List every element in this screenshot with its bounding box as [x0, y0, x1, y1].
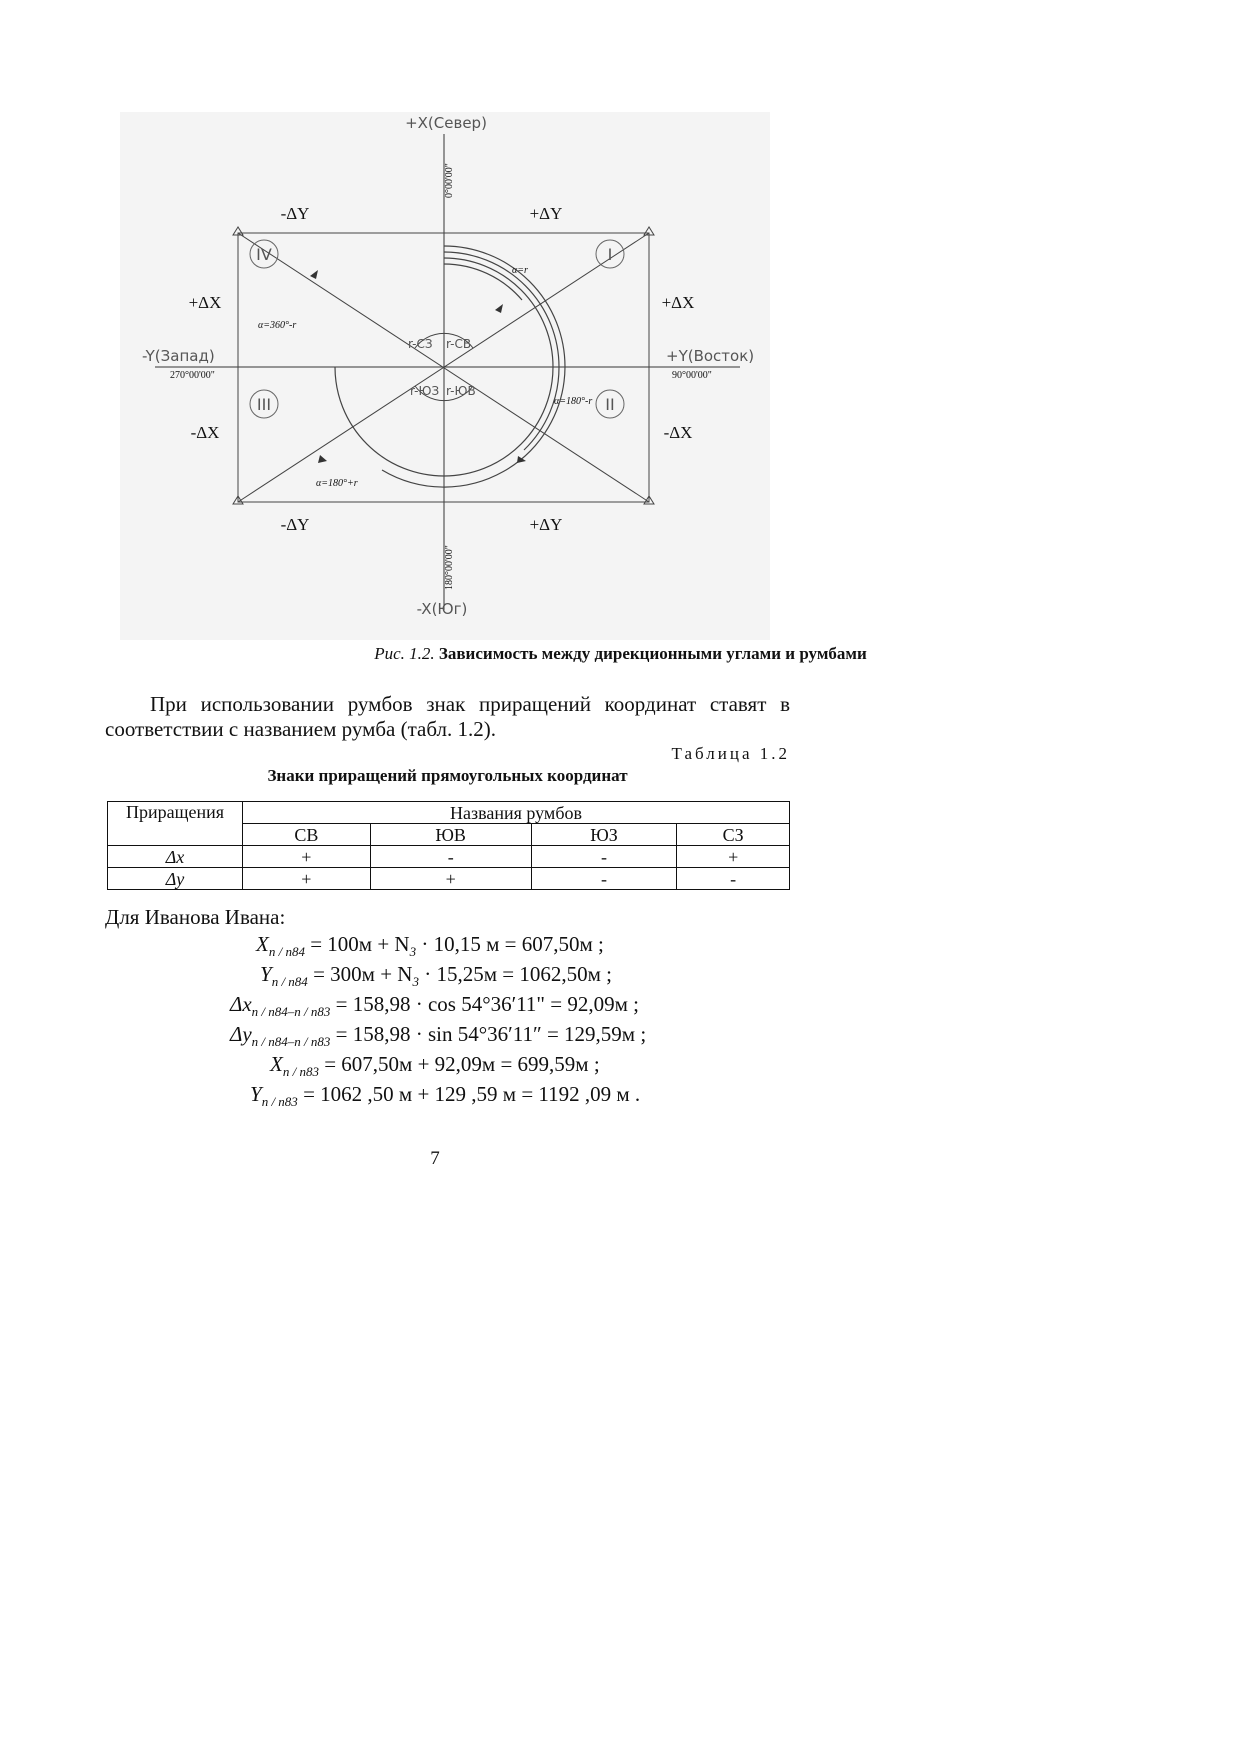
- quadrant-label-1: I: [607, 245, 613, 264]
- table-cell: +: [243, 868, 371, 890]
- row-label: Δy: [108, 868, 243, 890]
- table-title: Знаки приращений прямоугольных координат: [267, 766, 628, 785]
- formula-var: X: [256, 932, 269, 956]
- table-cell: +: [370, 868, 531, 890]
- figure-caption: [0, 644, 1241, 664]
- dy-top-left: -ΔY: [280, 204, 310, 223]
- formula-3: [230, 992, 639, 1020]
- formula-rest: · 15,25м = 1062,50м ;: [418, 962, 612, 986]
- formula-expr: = 1062 ,50 м + 129 ,59 м = 1192 ,09 м .: [303, 1082, 641, 1106]
- col-header: СВ: [243, 824, 371, 846]
- dx-upper-left: +ΔX: [188, 293, 222, 312]
- table-number: Таблица 1.2: [671, 744, 790, 763]
- formula-sub: п / п84: [268, 944, 305, 960]
- col-header: ЮЗ: [531, 824, 677, 846]
- formula-var: X: [270, 1052, 283, 1076]
- formula-sub: п / п84: [271, 974, 308, 990]
- axis-right-label: +Y(Восток): [666, 347, 755, 365]
- table-header-row: [108, 802, 790, 824]
- axis-left-label: -Y(Запад): [142, 347, 215, 365]
- formula-expr: = 300м + N: [313, 962, 413, 986]
- body-paragraph: При использовании румбов знак приращений координат ставят в соответствии с названием румба (табл. 1.2).: [105, 692, 790, 741]
- angle-left-label: 270°00'00": [170, 370, 215, 381]
- table-row: [108, 846, 790, 868]
- formula-sub: п / п84–п / п83: [251, 1004, 331, 1020]
- formula-5: [270, 1052, 600, 1080]
- dx-upper-right: +ΔX: [661, 293, 695, 312]
- formula-2: [260, 962, 612, 990]
- table-cell: -: [531, 868, 677, 890]
- formula-1: [256, 932, 604, 960]
- angle-bottom-label: 180°00'00": [444, 545, 455, 590]
- quadrant-label-3: III: [256, 395, 272, 414]
- formula-var: Y: [260, 962, 272, 986]
- rhumb-ne-label: r-СВ: [446, 337, 472, 351]
- table-cell: +: [677, 846, 790, 868]
- table-cell: -: [370, 846, 531, 868]
- student-heading: Для Иванова Ивана:: [105, 905, 286, 929]
- quadrant-label-2: II: [605, 395, 615, 414]
- formula-sub: п / п84–п / п83: [251, 1034, 331, 1050]
- formula-expr: = 158,98 · sin 54°36′11″ = 129,59м ;: [335, 1022, 647, 1046]
- dx-lower-right: -ΔX: [663, 423, 693, 442]
- alpha-q4-label: α=360°-r: [258, 320, 297, 331]
- table-cell: +: [243, 846, 371, 868]
- table-row: [108, 868, 790, 890]
- header-increments: Приращения: [108, 802, 243, 846]
- alpha-q2-label: α=180°-r: [554, 396, 593, 407]
- dy-bottom-left: -ΔY: [280, 515, 310, 534]
- formula-nsub: 3: [412, 974, 419, 990]
- formula-expr: = 607,50м + 92,09м = 699,59м ;: [324, 1052, 600, 1076]
- angle-right-label: 90°00'00": [672, 370, 712, 381]
- col-header: ЮВ: [370, 824, 531, 846]
- rhumb-diagram: [120, 112, 770, 640]
- rhumb-se-label: r-ЮВ: [446, 384, 476, 398]
- signs-table: [107, 801, 790, 890]
- row-label: Δx: [108, 846, 243, 868]
- formula-sub: п / п83: [282, 1064, 319, 1080]
- header-rhumb-names: Названия румбов: [243, 802, 790, 824]
- caption-title: Зависимость между дирекционными углами и румбами: [438, 644, 867, 663]
- rhumb-nw-label: r-СЗ: [408, 337, 433, 351]
- dx-lower-left: -ΔX: [190, 423, 220, 442]
- formula-6: [250, 1082, 640, 1110]
- alpha-q3-label: α=180°+r: [316, 478, 358, 489]
- formula-expr: = 100м + N: [310, 932, 410, 956]
- dy-top-right: +ΔY: [529, 204, 563, 223]
- formula-sub: п / п83: [261, 1094, 298, 1110]
- quadrant-label-4: IV: [256, 245, 272, 264]
- rhumb-sw-label: r-ЮЗ: [410, 384, 440, 398]
- formula-var: Δy: [230, 1022, 252, 1046]
- page-number: 7: [430, 1148, 440, 1169]
- table-cell: -: [531, 846, 677, 868]
- formula-4: [230, 1022, 646, 1050]
- table-cell: -: [677, 868, 790, 890]
- alpha-q1-label: α=r: [512, 265, 528, 276]
- dy-bottom-right: +ΔY: [529, 515, 563, 534]
- axis-bottom-label: -X(Юг): [416, 600, 468, 618]
- formula-var: Y: [250, 1082, 262, 1106]
- axis-top-label: +X(Север): [405, 114, 487, 132]
- formula-nsub: 3: [409, 944, 417, 960]
- col-header: СЗ: [677, 824, 790, 846]
- formula-var: Δx: [230, 992, 252, 1016]
- formula-expr: = 158,98 · cos 54°36′11" = 92,09м ;: [335, 992, 639, 1016]
- angle-top-label: 0°00'00": [444, 163, 455, 198]
- formula-rest: · 10,15 м = 607,50м ;: [416, 932, 604, 956]
- caption-prefix: Рис. 1.2.: [374, 644, 435, 663]
